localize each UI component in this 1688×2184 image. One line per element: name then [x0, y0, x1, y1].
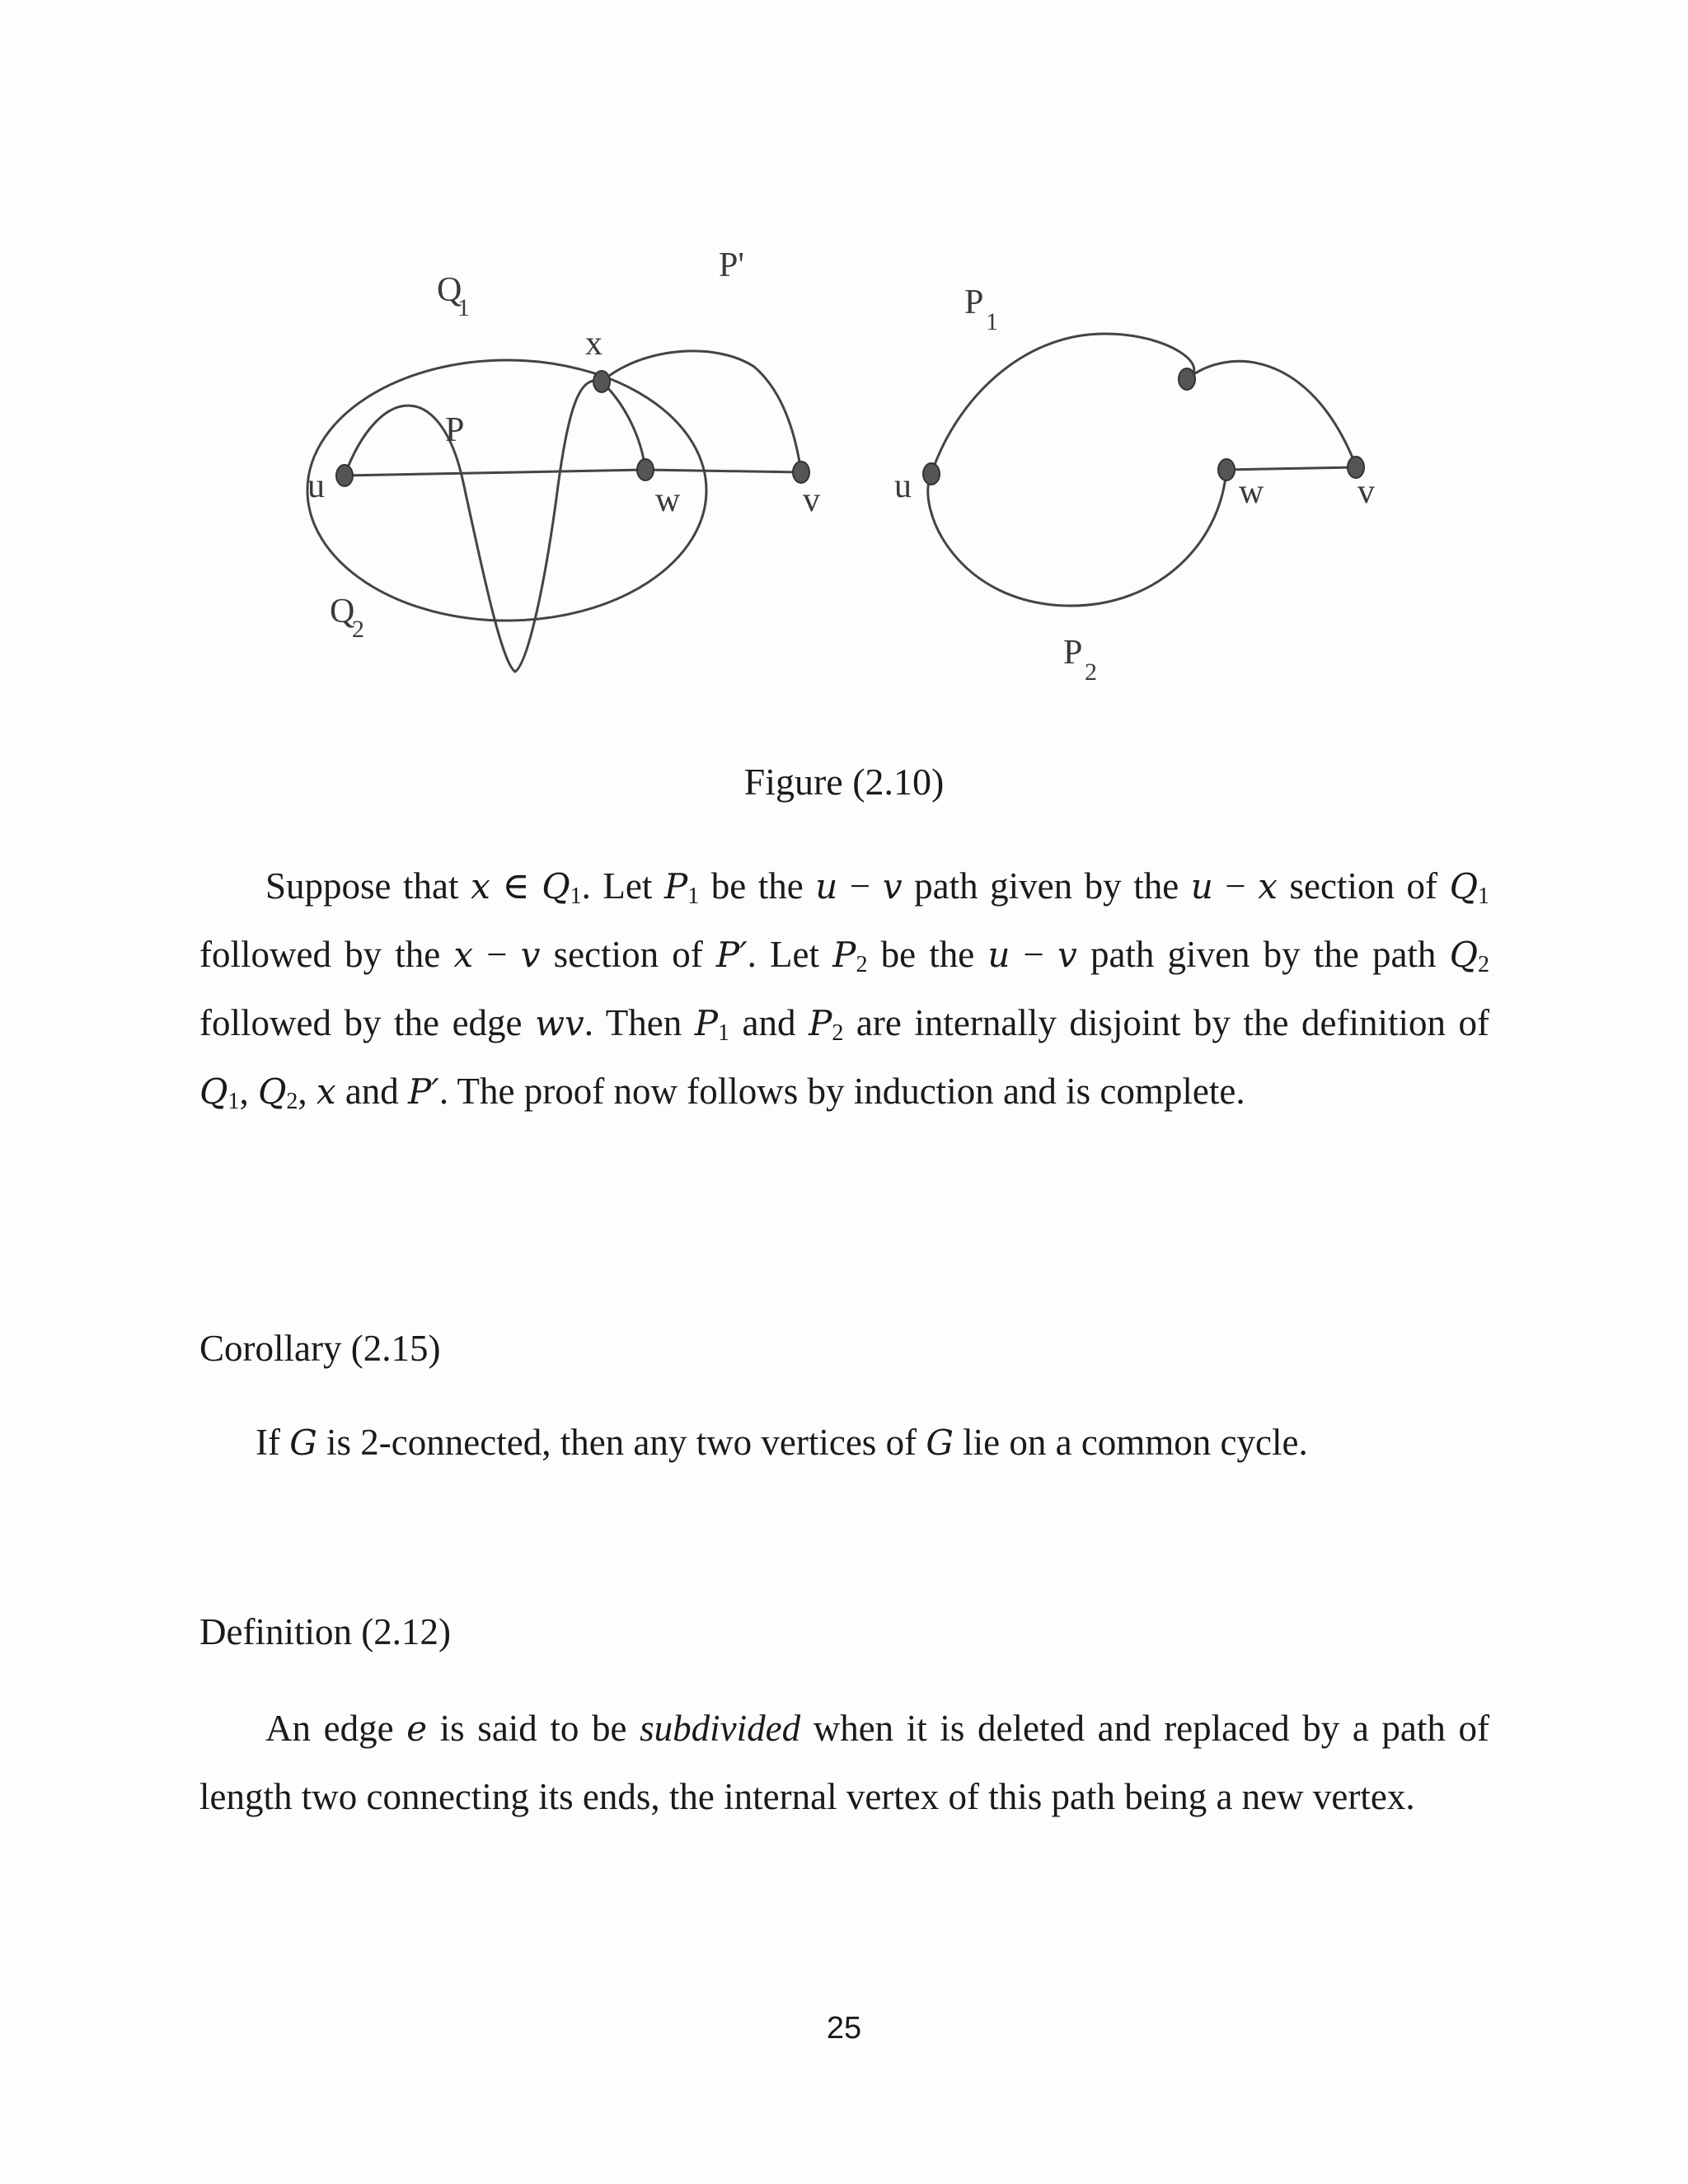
- vertex-x: [593, 371, 610, 392]
- label-x: x: [585, 325, 603, 363]
- label-q2: Q: [330, 593, 355, 630]
- figure-2-10: [280, 235, 1451, 713]
- label-p2: P: [1063, 634, 1083, 672]
- text-run: followed by the: [199, 934, 454, 975]
- text-run: and: [335, 1071, 409, 1112]
- text-run: ,: [239, 1071, 258, 1112]
- path-p1-arc: [931, 334, 1194, 474]
- label-p1: P: [964, 284, 984, 321]
- label-q1-sub: 1: [457, 294, 470, 321]
- text-run: be the: [867, 934, 988, 975]
- proof-paragraph: Suppose that x ∈ $Q_1$. Let $P_1$ be the u − v path given by the u − x section of $Q_1$ followed by the x − v section of P′. Let $P_2$ be the u − v path given by the path $Q_2$ followed by the edge wv. Then $P_1$ and $P_2$ are internally disjoint by the definition of $Q_1$, $Q_2$, x and P′. The proof now follows by induction and is complete.: [199, 865, 1490, 1114]
- text-run: section of: [1277, 865, 1450, 907]
- text-run: . Let: [581, 865, 664, 907]
- cycle-q1-q2: [307, 360, 706, 621]
- text-run: followed by the edge: [199, 1002, 536, 1043]
- math-g: G: [926, 1422, 954, 1463]
- vertex-u: [336, 465, 353, 486]
- graph-diagram: [280, 235, 1451, 713]
- label-v: v: [803, 481, 820, 519]
- text-run: when it is deleted and replaced by a path of length two connecting its ends, the internal vertex of this path being a new vertex.: [199, 1708, 1489, 1817]
- path-p-wave: [345, 381, 602, 672]
- vertex-w-right: [1218, 459, 1235, 480]
- text-run: path given by the: [902, 865, 1191, 907]
- defined-term: subdivided: [640, 1708, 801, 1749]
- text-run: is 2-connected, then any two vertices of: [316, 1422, 926, 1463]
- label-p2-sub: 2: [1085, 658, 1097, 686]
- text-run: section of: [540, 934, 716, 975]
- edge-w-v-right: [1226, 467, 1356, 470]
- definition-heading: Definition (2.12): [199, 1611, 451, 1652]
- text-run: path given by the path: [1076, 934, 1450, 975]
- path-pprime: [602, 351, 801, 472]
- math-g: G: [289, 1422, 317, 1463]
- label-v-right: v: [1357, 473, 1375, 511]
- label-w-right: w: [1239, 473, 1264, 511]
- page-number: 25: [826, 2011, 862, 2046]
- label-w: w: [655, 481, 681, 519]
- text-run: ,: [298, 1071, 316, 1112]
- label-u: u: [307, 467, 325, 505]
- label-pprime: P': [719, 246, 744, 284]
- corollary-heading: Corollary (2.15): [199, 1328, 441, 1369]
- label-p: P: [445, 411, 465, 449]
- text-run: . Then: [584, 1002, 695, 1043]
- path-p2-arc: [928, 470, 1226, 606]
- vertex-w: [637, 459, 654, 480]
- vertex-x-right: [1179, 368, 1195, 390]
- vertex-v: [793, 462, 809, 483]
- label-q2-sub: 2: [352, 616, 364, 643]
- definition-statement: [199, 1694, 1489, 1830]
- text-run: Suppose that: [265, 865, 471, 907]
- text-run: is said to be: [427, 1708, 640, 1749]
- text-run: If: [256, 1422, 290, 1463]
- text-run: be the: [699, 865, 816, 907]
- text-run: . Let: [747, 934, 833, 975]
- label-q1: Q: [437, 271, 462, 309]
- path-u-w: [345, 470, 645, 476]
- path-p1-to-v: [1187, 361, 1356, 466]
- text-run: . The proof now follows by induction and is complete.: [438, 1071, 1245, 1112]
- label-p1-sub: 1: [986, 308, 998, 335]
- corollary-statement: [256, 1421, 1308, 1464]
- text-run: are internally disjoint by the definition of: [843, 1002, 1489, 1043]
- arc-x-w: [602, 382, 645, 470]
- vertex-u-right: [923, 463, 940, 485]
- text-run: and: [729, 1002, 809, 1043]
- figure-caption: Figure (2.10): [743, 761, 945, 803]
- text-run: lie on a common cycle.: [953, 1422, 1308, 1463]
- edge-w-v: [645, 470, 801, 472]
- math-e: e: [406, 1708, 428, 1749]
- text-run: An edge: [265, 1708, 407, 1749]
- label-u-right: u: [894, 467, 912, 505]
